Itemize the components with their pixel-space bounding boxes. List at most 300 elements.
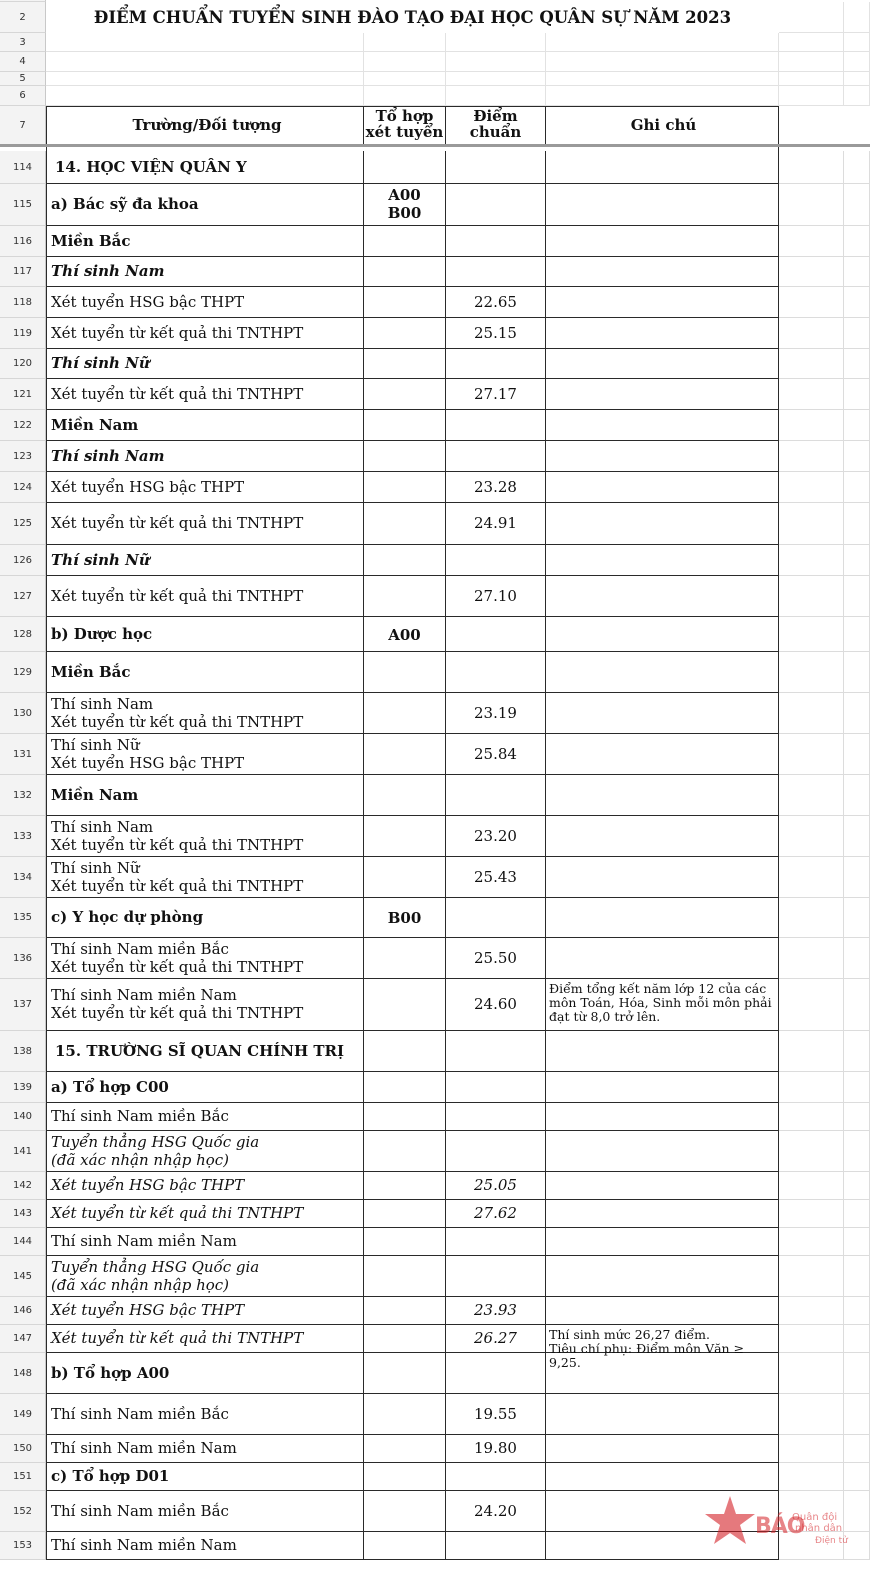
row-number[interactable]: 145	[0, 1256, 46, 1297]
note-cell[interactable]	[546, 816, 779, 857]
row-number[interactable]: 129	[0, 652, 46, 693]
combo-cell[interactable]	[364, 287, 446, 318]
score-cell[interactable]: 22.65	[446, 287, 546, 318]
cell[interactable]	[364, 33, 446, 52]
note-cell[interactable]	[546, 226, 779, 257]
combo-cell[interactable]	[364, 898, 446, 938]
cell[interactable]	[844, 349, 870, 379]
note-cell[interactable]	[546, 1325, 779, 1370]
cell[interactable]	[844, 287, 870, 318]
cell[interactable]	[844, 1394, 870, 1435]
note-cell[interactable]	[546, 441, 779, 472]
combo-cell[interactable]	[364, 1435, 446, 1463]
combo-cell[interactable]	[364, 1072, 446, 1103]
row-number[interactable]: 5	[0, 72, 46, 86]
combo-cell[interactable]	[364, 472, 446, 503]
row-number[interactable]: 136	[0, 938, 46, 979]
cell[interactable]	[844, 33, 870, 52]
cell[interactable]	[779, 1435, 844, 1463]
cell[interactable]	[779, 1256, 844, 1297]
score-cell[interactable]	[446, 1532, 546, 1560]
note-cell[interactable]	[546, 1297, 779, 1325]
school-cell[interactable]: Thí sinh Nam miền Bắc	[46, 1103, 364, 1131]
score-cell[interactable]: 25.84	[446, 734, 546, 775]
combo-cell[interactable]	[364, 938, 446, 979]
row-number[interactable]: 116	[0, 226, 46, 257]
cell[interactable]	[364, 72, 446, 86]
cell[interactable]	[844, 1228, 870, 1256]
header-score[interactable]	[446, 106, 546, 145]
note-cell[interactable]	[546, 1394, 779, 1435]
page-title[interactable]: ĐIỂM CHUẨN TUYỂN SINH ĐÀO TẠO ĐẠI HỌC QUÂN SỰ NĂM 2023	[93, 8, 732, 27]
cell[interactable]	[779, 816, 844, 857]
combo-cell[interactable]	[364, 576, 446, 617]
score-cell[interactable]	[446, 775, 546, 816]
cell[interactable]	[779, 349, 844, 379]
cell[interactable]	[844, 1131, 870, 1172]
cell[interactable]	[46, 52, 364, 72]
cell[interactable]	[844, 184, 870, 226]
row-number[interactable]: 150	[0, 1435, 46, 1463]
cell[interactable]	[844, 226, 870, 257]
cell[interactable]	[844, 318, 870, 349]
score-cell[interactable]: 25.43	[446, 857, 546, 898]
school-cell[interactable]: Miền Bắc	[46, 652, 364, 693]
score-cell[interactable]	[446, 1131, 546, 1172]
combo-cell[interactable]	[364, 979, 446, 1031]
combo-cell[interactable]	[364, 1172, 446, 1200]
note-cell[interactable]	[546, 857, 779, 898]
cell[interactable]	[46, 86, 364, 106]
cell[interactable]	[546, 33, 779, 52]
combo-cell[interactable]	[364, 1228, 446, 1256]
row-number[interactable]: 130	[0, 693, 46, 734]
combo-cell[interactable]	[364, 857, 446, 898]
row-number[interactable]: 137	[0, 979, 46, 1031]
cell[interactable]	[779, 652, 844, 693]
row-number[interactable]: 115	[0, 184, 46, 226]
note-cell[interactable]	[546, 898, 779, 938]
cell[interactable]	[446, 33, 546, 52]
note-cell[interactable]	[546, 503, 779, 545]
note-cell[interactable]	[546, 734, 779, 775]
school-cell[interactable]: Thí sinh Nam miền Bắc	[46, 1394, 364, 1435]
cell[interactable]	[844, 979, 870, 1031]
cell[interactable]	[779, 318, 844, 349]
row-number[interactable]: 142	[0, 1172, 46, 1200]
combo-cell[interactable]	[364, 349, 446, 379]
cell[interactable]	[779, 226, 844, 257]
row-number[interactable]: 123	[0, 441, 46, 472]
combo-cell[interactable]	[364, 1325, 446, 1353]
school-cell[interactable]	[46, 816, 364, 857]
combo-cell[interactable]	[364, 1297, 446, 1325]
combo-cell[interactable]	[364, 184, 446, 226]
cell[interactable]	[844, 1031, 870, 1072]
note-cell[interactable]	[546, 1103, 779, 1131]
note-cell[interactable]	[546, 1228, 779, 1256]
cell[interactable]	[779, 287, 844, 318]
note-cell[interactable]	[546, 472, 779, 503]
row-number[interactable]: 143	[0, 1200, 46, 1228]
combo-cell[interactable]	[364, 1103, 446, 1131]
school-cell[interactable]: Xét tuyển từ kết quả thi TNTHPT	[46, 503, 364, 545]
combo-cell[interactable]	[364, 503, 446, 545]
cell[interactable]	[844, 2, 870, 33]
combo-cell[interactable]	[364, 1532, 446, 1560]
row-number[interactable]: 146	[0, 1297, 46, 1325]
combo-cell[interactable]	[364, 1031, 446, 1072]
note-cell[interactable]	[546, 379, 779, 410]
cell[interactable]	[779, 33, 844, 52]
cell[interactable]	[779, 1394, 844, 1435]
cell[interactable]	[844, 379, 870, 410]
score-cell[interactable]: 26.27	[446, 1325, 546, 1353]
school-cell[interactable]	[46, 979, 364, 1031]
row-number[interactable]: 125	[0, 503, 46, 545]
cell[interactable]	[844, 576, 870, 617]
row-number[interactable]: 7	[0, 106, 46, 145]
cell[interactable]	[844, 1297, 870, 1325]
cell[interactable]	[779, 257, 844, 287]
school-cell[interactable]: b) Dược học	[46, 617, 364, 652]
score-cell[interactable]	[446, 617, 546, 652]
note-cell[interactable]	[546, 576, 779, 617]
score-cell[interactable]	[446, 1256, 546, 1297]
note-cell[interactable]	[546, 1463, 779, 1491]
cell[interactable]	[446, 86, 546, 106]
cell[interactable]	[779, 72, 844, 86]
score-cell[interactable]	[446, 441, 546, 472]
score-cell[interactable]: 27.17	[446, 379, 546, 410]
note-cell[interactable]	[546, 1353, 779, 1394]
combo-cell[interactable]	[364, 151, 446, 184]
row-number[interactable]: 128	[0, 617, 46, 652]
cell[interactable]	[779, 857, 844, 898]
row-number[interactable]: 6	[0, 86, 46, 106]
score-cell[interactable]	[446, 1031, 546, 1072]
school-cell[interactable]	[46, 1131, 364, 1172]
cell[interactable]	[779, 1228, 844, 1256]
row-number[interactable]: 152	[0, 1491, 46, 1532]
combo-cell[interactable]	[364, 1353, 446, 1394]
row-number[interactable]: 134	[0, 857, 46, 898]
row-number[interactable]: 119	[0, 318, 46, 349]
score-cell[interactable]: 23.19	[446, 693, 546, 734]
cell[interactable]	[779, 898, 844, 938]
cell[interactable]	[779, 576, 844, 617]
score-cell[interactable]: 24.60	[446, 979, 546, 1031]
note-cell[interactable]	[546, 287, 779, 318]
row-number[interactable]: 131	[0, 734, 46, 775]
cell[interactable]	[779, 1172, 844, 1200]
cell[interactable]	[779, 938, 844, 979]
row-number[interactable]: 153	[0, 1532, 46, 1560]
school-cell[interactable]: Thí sinh Nam	[46, 257, 364, 287]
combo-cell[interactable]	[364, 693, 446, 734]
score-cell[interactable]	[446, 410, 546, 441]
combo-cell[interactable]	[364, 1463, 446, 1491]
cell[interactable]	[844, 1435, 870, 1463]
score-cell[interactable]	[446, 652, 546, 693]
score-cell[interactable]	[446, 257, 546, 287]
school-cell[interactable]	[46, 857, 364, 898]
cell[interactable]	[844, 441, 870, 472]
row-number[interactable]: 139	[0, 1072, 46, 1103]
cell[interactable]	[779, 86, 844, 106]
note-cell[interactable]	[546, 652, 779, 693]
note-cell[interactable]	[546, 1072, 779, 1103]
cell[interactable]	[779, 1353, 844, 1394]
row-number[interactable]: 135	[0, 898, 46, 938]
cell[interactable]	[844, 775, 870, 816]
score-cell[interactable]	[446, 184, 546, 226]
cell[interactable]	[844, 472, 870, 503]
cell[interactable]	[779, 503, 844, 545]
school-cell[interactable]: b) Tổ hợp A00	[46, 1353, 364, 1394]
school-cell[interactable]: Xét tuyển HSG bậc THPT	[46, 1297, 364, 1325]
combo-cell[interactable]	[364, 545, 446, 576]
school-cell[interactable]: Thí sinh Nam miền Nam	[46, 1532, 364, 1560]
row-number[interactable]: 120	[0, 349, 46, 379]
score-cell[interactable]: 23.28	[446, 472, 546, 503]
school-cell[interactable]: Xét tuyển từ kết quả thi TNTHPT	[46, 1200, 364, 1228]
row-number[interactable]: 141	[0, 1131, 46, 1172]
cell[interactable]	[844, 693, 870, 734]
cell[interactable]	[46, 33, 364, 52]
cell[interactable]	[546, 86, 779, 106]
note-cell[interactable]	[546, 151, 779, 184]
school-cell[interactable]: c) Tổ hợp D01	[46, 1463, 364, 1491]
note-cell[interactable]	[546, 775, 779, 816]
school-cell[interactable]: Thí sinh Nữ	[46, 349, 364, 379]
cell[interactable]	[779, 979, 844, 1031]
score-cell[interactable]: 23.93	[446, 1297, 546, 1325]
row-number[interactable]: 144	[0, 1228, 46, 1256]
cell[interactable]	[844, 1172, 870, 1200]
cell[interactable]	[446, 52, 546, 72]
cell[interactable]	[844, 816, 870, 857]
row-number[interactable]: 121	[0, 379, 46, 410]
note-cell[interactable]	[546, 1131, 779, 1172]
school-cell[interactable]: 15. TRƯỜNG SĨ QUAN CHÍNH TRỊ	[46, 1031, 364, 1072]
school-cell[interactable]: a) Bác sỹ đa khoa	[46, 184, 364, 226]
cell[interactable]	[779, 1072, 844, 1103]
row-number[interactable]: 2	[0, 2, 46, 33]
score-cell[interactable]: 19.55	[446, 1394, 546, 1435]
cell[interactable]	[844, 1463, 870, 1491]
combo-cell[interactable]	[364, 1200, 446, 1228]
row-number[interactable]: 138	[0, 1031, 46, 1072]
combo-cell[interactable]	[364, 1131, 446, 1172]
score-cell[interactable]	[446, 226, 546, 257]
combo-cell[interactable]	[364, 379, 446, 410]
row-number[interactable]: 151	[0, 1463, 46, 1491]
school-cell[interactable]: Thí sinh Nam miền Nam	[46, 1228, 364, 1256]
note-cell[interactable]	[546, 1172, 779, 1200]
score-cell[interactable]	[446, 349, 546, 379]
score-cell[interactable]: 27.10	[446, 576, 546, 617]
note-cell[interactable]	[546, 410, 779, 441]
school-cell[interactable]: Xét tuyển HSG bậc THPT	[46, 1172, 364, 1200]
header-combo[interactable]	[364, 106, 446, 145]
cell[interactable]	[779, 775, 844, 816]
school-cell[interactable]: Thí sinh Nam	[46, 441, 364, 472]
score-cell[interactable]: 25.15	[446, 318, 546, 349]
header-school[interactable]: Trường/Đối tượng	[46, 106, 364, 145]
combo-cell[interactable]	[364, 318, 446, 349]
school-cell[interactable]: Xét tuyển HSG bậc THPT	[46, 472, 364, 503]
combo-cell[interactable]	[364, 734, 446, 775]
cell[interactable]	[364, 52, 446, 72]
combo-cell[interactable]	[364, 652, 446, 693]
note-cell[interactable]	[546, 1031, 779, 1072]
row-number[interactable]: 127	[0, 576, 46, 617]
row-number[interactable]: 122	[0, 410, 46, 441]
row-number[interactable]: 117	[0, 257, 46, 287]
school-cell[interactable]: Thí sinh Nữ	[46, 545, 364, 576]
school-cell[interactable]: Xét tuyển từ kết quả thi TNTHPT	[46, 576, 364, 617]
combo-cell[interactable]	[364, 617, 446, 652]
score-cell[interactable]	[446, 1103, 546, 1131]
cell[interactable]	[844, 1256, 870, 1297]
cell[interactable]	[844, 734, 870, 775]
cell[interactable]	[844, 1200, 870, 1228]
cell[interactable]	[844, 857, 870, 898]
score-cell[interactable]	[446, 1228, 546, 1256]
cell[interactable]	[844, 52, 870, 72]
cell[interactable]	[844, 257, 870, 287]
cell[interactable]	[844, 1103, 870, 1131]
score-cell[interactable]: 24.91	[446, 503, 546, 545]
row-number[interactable]: 132	[0, 775, 46, 816]
combo-cell[interactable]	[364, 441, 446, 472]
cell[interactable]	[546, 72, 779, 86]
cell[interactable]	[779, 184, 844, 226]
score-cell[interactable]: 24.20	[446, 1491, 546, 1532]
cell[interactable]	[779, 1103, 844, 1131]
combo-cell[interactable]	[364, 410, 446, 441]
cell[interactable]	[779, 617, 844, 652]
cell[interactable]	[844, 1353, 870, 1394]
school-cell[interactable]	[46, 1256, 364, 1297]
combo-cell[interactable]	[364, 226, 446, 257]
cell[interactable]	[844, 72, 870, 86]
school-cell[interactable]: c) Y học dự phòng	[46, 898, 364, 938]
cell[interactable]	[779, 1325, 844, 1353]
note-cell[interactable]	[546, 1435, 779, 1463]
cell[interactable]	[779, 1031, 844, 1072]
cell[interactable]	[779, 379, 844, 410]
cell[interactable]	[364, 86, 446, 106]
school-cell[interactable]: Miền Bắc	[46, 226, 364, 257]
cell[interactable]	[46, 72, 364, 86]
cell[interactable]	[844, 151, 870, 184]
school-cell[interactable]	[46, 938, 364, 979]
cell[interactable]	[844, 617, 870, 652]
score-cell[interactable]	[446, 1072, 546, 1103]
row-number[interactable]: 118	[0, 287, 46, 318]
school-cell[interactable]: Xét tuyển từ kết quả thi TNTHPT	[46, 318, 364, 349]
row-number[interactable]: 114	[0, 151, 46, 184]
school-cell[interactable]	[46, 693, 364, 734]
cell[interactable]	[779, 52, 844, 72]
score-cell[interactable]: 27.62	[446, 1200, 546, 1228]
cell[interactable]	[844, 545, 870, 576]
cell[interactable]	[779, 1463, 844, 1491]
school-cell[interactable]	[46, 734, 364, 775]
school-cell[interactable]: Xét tuyển HSG bậc THPT	[46, 287, 364, 318]
school-cell[interactable]: Thí sinh Nam miền Nam	[46, 1435, 364, 1463]
cell[interactable]	[446, 72, 546, 86]
row-number[interactable]: 149	[0, 1394, 46, 1435]
row-number[interactable]: 3	[0, 33, 46, 52]
score-cell[interactable]	[446, 898, 546, 938]
combo-cell[interactable]	[364, 775, 446, 816]
school-cell[interactable]: 14. HỌC VIỆN QUÂN Y	[46, 151, 364, 184]
score-cell[interactable]	[446, 1353, 546, 1394]
row-number[interactable]: 133	[0, 816, 46, 857]
cell[interactable]	[779, 545, 844, 576]
note-cell[interactable]	[546, 617, 779, 652]
cell[interactable]	[844, 1072, 870, 1103]
cell[interactable]	[779, 2, 844, 33]
cell[interactable]	[779, 734, 844, 775]
note-cell[interactable]	[546, 257, 779, 287]
cell[interactable]	[779, 693, 844, 734]
note-cell[interactable]	[546, 938, 779, 979]
note-cell[interactable]	[546, 318, 779, 349]
school-cell[interactable]: a) Tổ hợp C00	[46, 1072, 364, 1103]
note-cell[interactable]	[546, 1256, 779, 1297]
note-cell[interactable]	[546, 545, 779, 576]
note-cell[interactable]	[546, 979, 779, 1031]
cell[interactable]	[779, 1200, 844, 1228]
school-cell[interactable]: Thí sinh Nam miền Bắc	[46, 1491, 364, 1532]
cell[interactable]	[844, 410, 870, 441]
cell[interactable]	[844, 652, 870, 693]
cell[interactable]	[779, 472, 844, 503]
cell[interactable]	[779, 1131, 844, 1172]
cell[interactable]	[779, 151, 844, 184]
score-cell[interactable]: 25.05	[446, 1172, 546, 1200]
school-cell[interactable]: Miền Nam	[46, 775, 364, 816]
combo-cell[interactable]	[364, 257, 446, 287]
note-cell[interactable]	[546, 184, 779, 226]
cell[interactable]	[844, 938, 870, 979]
cell[interactable]	[844, 503, 870, 545]
score-cell[interactable]	[446, 151, 546, 184]
cell[interactable]	[844, 898, 870, 938]
school-cell[interactable]: Miền Nam	[46, 410, 364, 441]
score-cell[interactable]	[446, 1463, 546, 1491]
cell[interactable]	[844, 86, 870, 106]
row-number[interactable]: 147	[0, 1325, 46, 1353]
row-number[interactable]: 4	[0, 52, 46, 72]
header-note[interactable]: Ghi chú	[546, 106, 779, 145]
combo-cell[interactable]	[364, 1256, 446, 1297]
score-cell[interactable]: 25.50	[446, 938, 546, 979]
combo-cell[interactable]	[364, 816, 446, 857]
school-cell[interactable]: Xét tuyển từ kết quả thi TNTHPT	[46, 379, 364, 410]
row-number[interactable]: 148	[0, 1353, 46, 1394]
combo-cell[interactable]	[364, 1394, 446, 1435]
score-cell[interactable]	[446, 545, 546, 576]
school-cell[interactable]: Xét tuyển từ kết quả thi TNTHPT	[46, 1325, 364, 1353]
score-cell[interactable]: 19.80	[446, 1435, 546, 1463]
cell[interactable]	[844, 1325, 870, 1353]
combo-cell[interactable]	[364, 1491, 446, 1532]
